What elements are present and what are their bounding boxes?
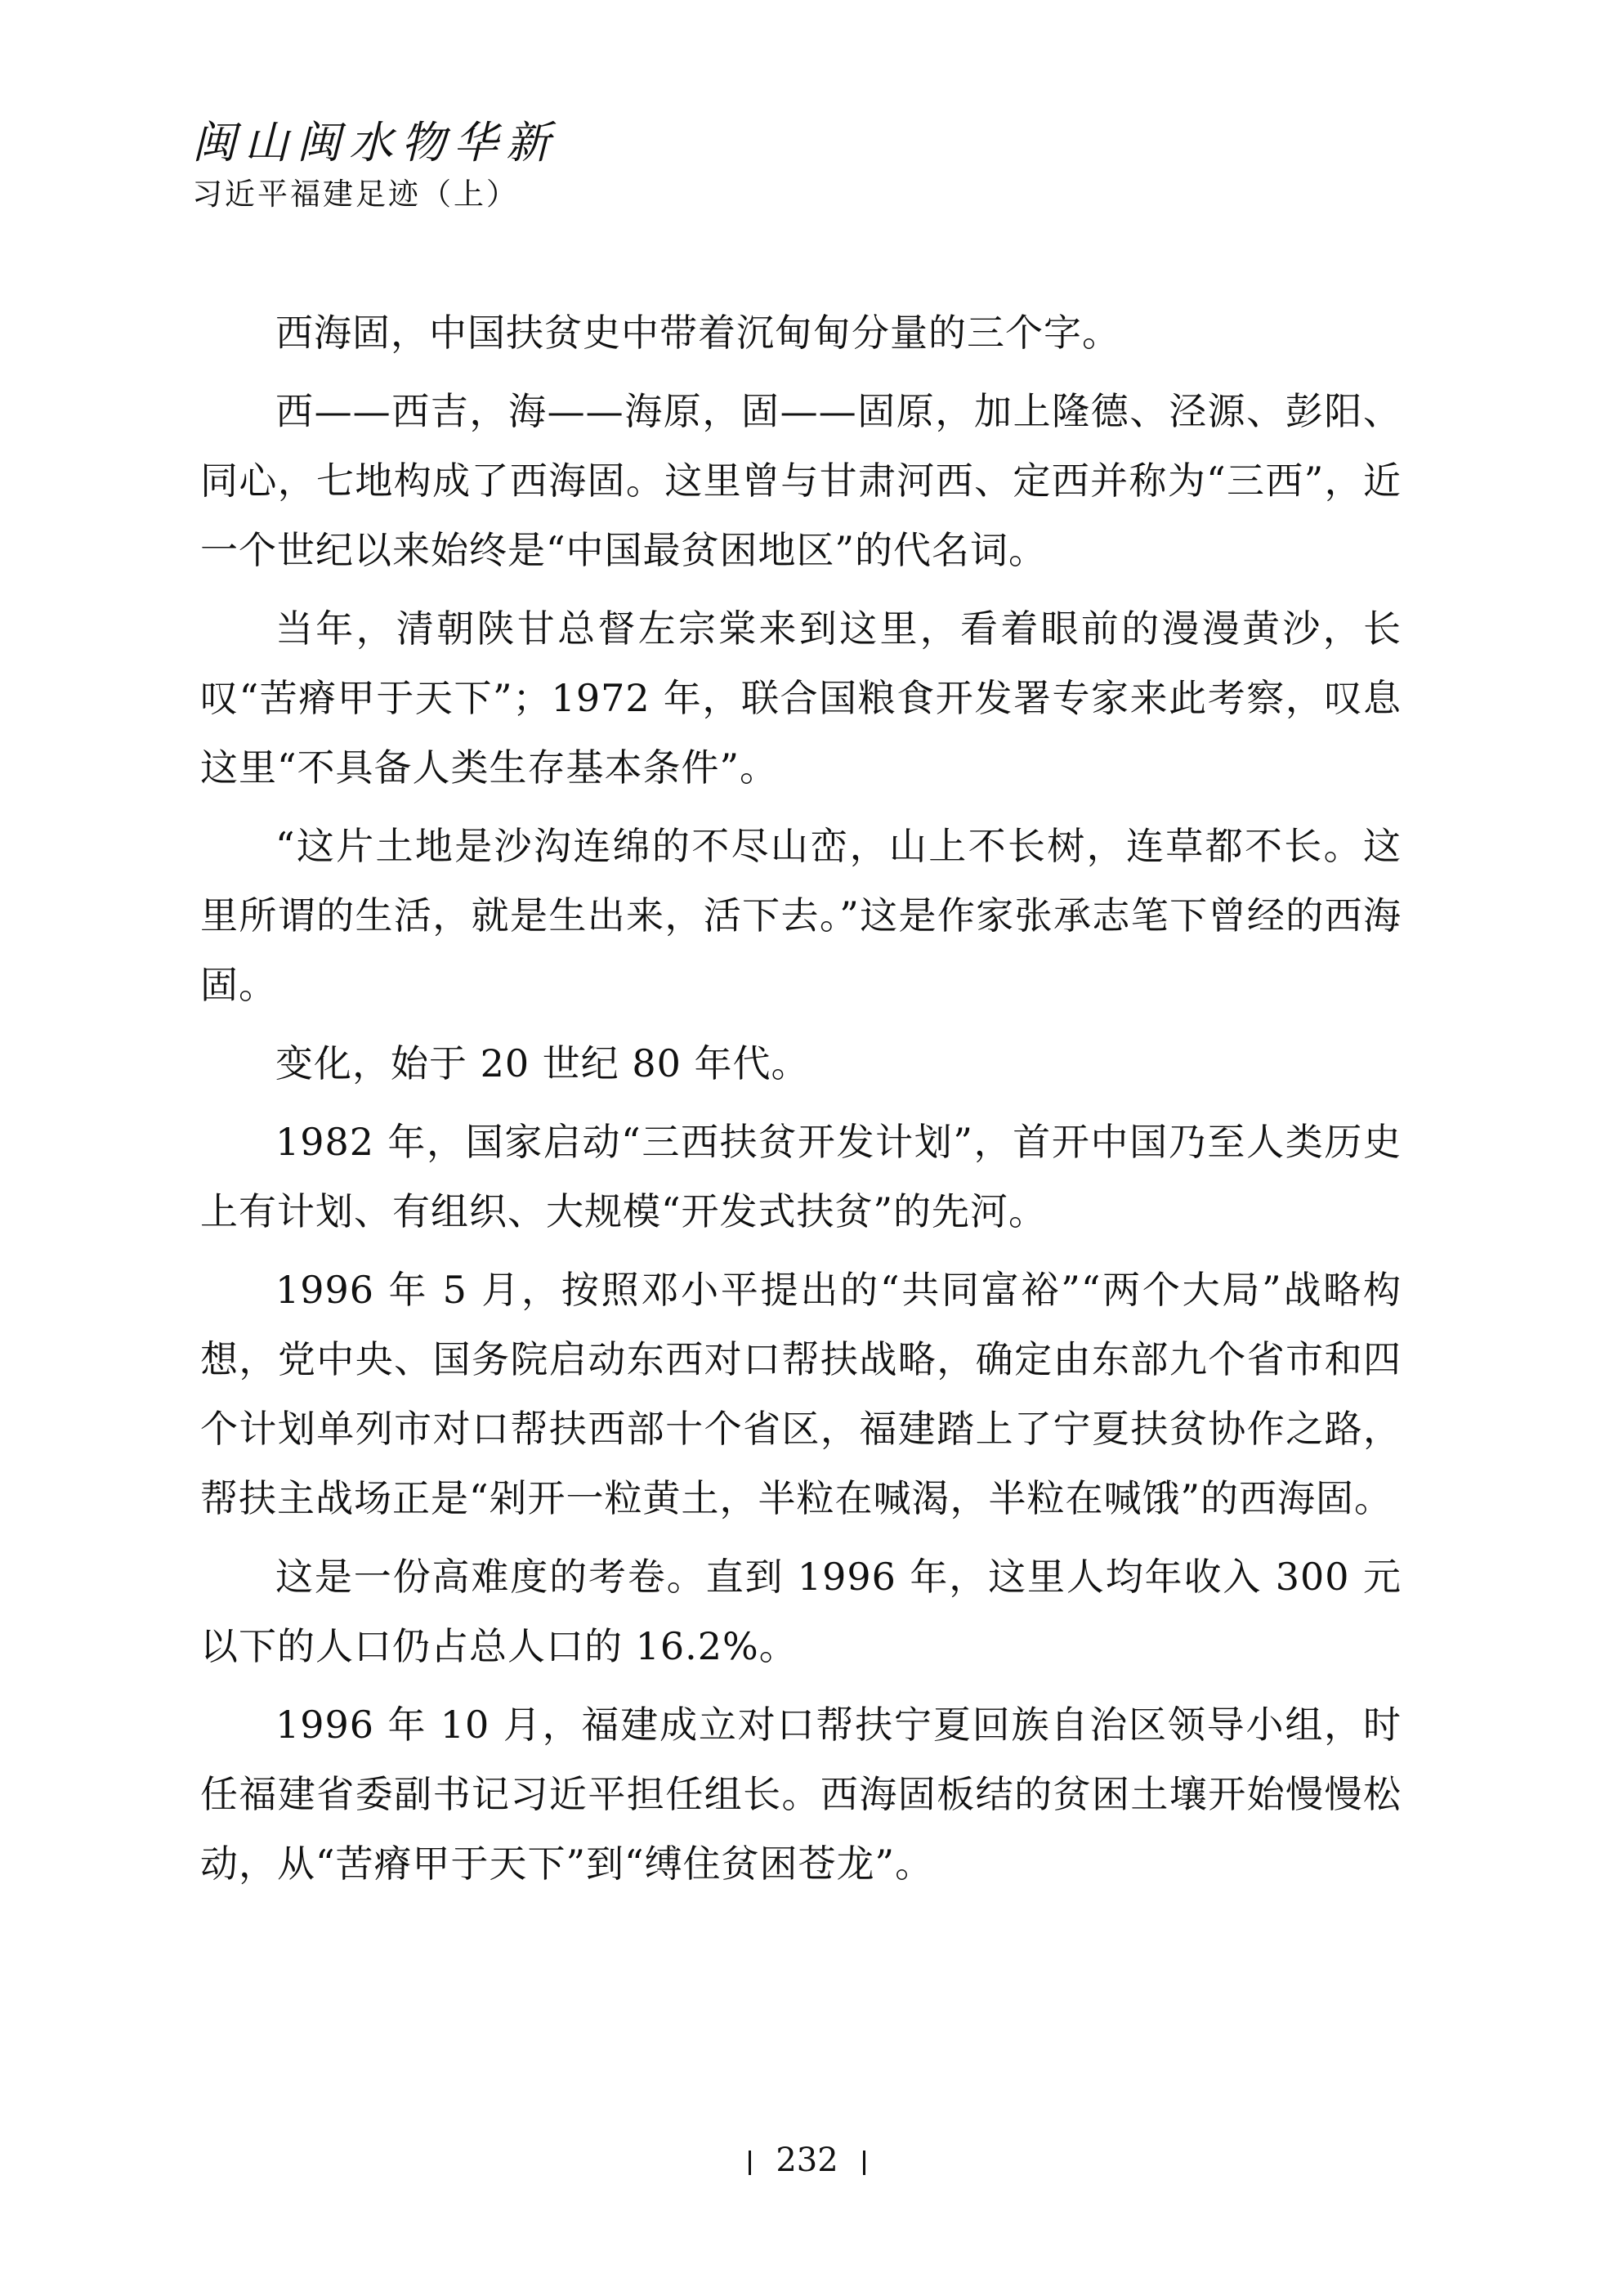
folio [0,2137,1614,2183]
paragraph-3: 当年，清朝陕甘总督左宗棠来到这里，看着眼前的漫漫黄沙，长叹“苦瘠甲于天下”；1972 年，联合国粮食开发署专家来此考察，叹息这里“不具备人类生存基本条件”。 [200,606,1402,790]
paragraph-4: “这片土地是沙沟连绵的不尽山峦，山上不长树，连草都不长。这里所谓的生活，就是生出来，活下去。”这是作家张承志笔下曾经的西海固。 [200,824,1402,1007]
paragraph-6: 1982 年，国家启动“三西扶贫开发计划”，首开中国乃至人类历史上有计划、有组织、大规模“开发式扶贫”的先河。 [200,1120,1402,1233]
folio-right-rule [863,2151,865,2175]
paragraph-8: 这是一份高难度的考卷。直到 1996 年，这里人均年收入 300 元以下的人口仍占总人口的 16.2%。 [200,1555,1402,1668]
paragraph-2: 西——西吉，海——海原，固——固原，加上隆德、泾源、彭阳、同心，七地构成了西海固。这里曾与甘肃河西、定西并称为“三西”，近一个世纪以来始终是“中国最贫困地区”的代名词。 [200,389,1402,572]
paragraph-1: 西海固，中国扶贫史中带着沉甸甸分量的三个字。 [275,311,1120,355]
folio-left-rule [749,2151,751,2175]
book-subtitle: 习近平福建足迹（上） [192,177,519,212]
book-title: 闽山闽水物华新 [192,117,558,168]
running-head [192,114,928,217]
paragraph-9: 1996 年 10 月，福建成立对口帮扶宁夏回族自治区领导小组，时任福建省委副书记习近平担任组长。西海固板结的贫困土壤开始慢慢松动，从“苦瘠甲于天下”到“缚住贫困苍龙”。 [200,1703,1402,1886]
page-number: 232 [776,2142,838,2179]
paragraph-7: 1996 年 5 月，按照邓小平提出的“共同富裕”“两个大局”战略构想，党中央、国务院启动东西对口帮扶战略，确定由东部九个省市和四个计划单列市对口帮扶西部十个省区，福建踏上了宁夏扶贫协作之路，帮扶主战场正是“剁开一粒黄土，半粒在喊渴，半粒在喊饿”的西海固。 [200,1268,1402,1520]
paragraph-5: 变化，始于 20 世纪 80 年代。 [275,1041,810,1085]
body-text [200,298,1402,1899]
